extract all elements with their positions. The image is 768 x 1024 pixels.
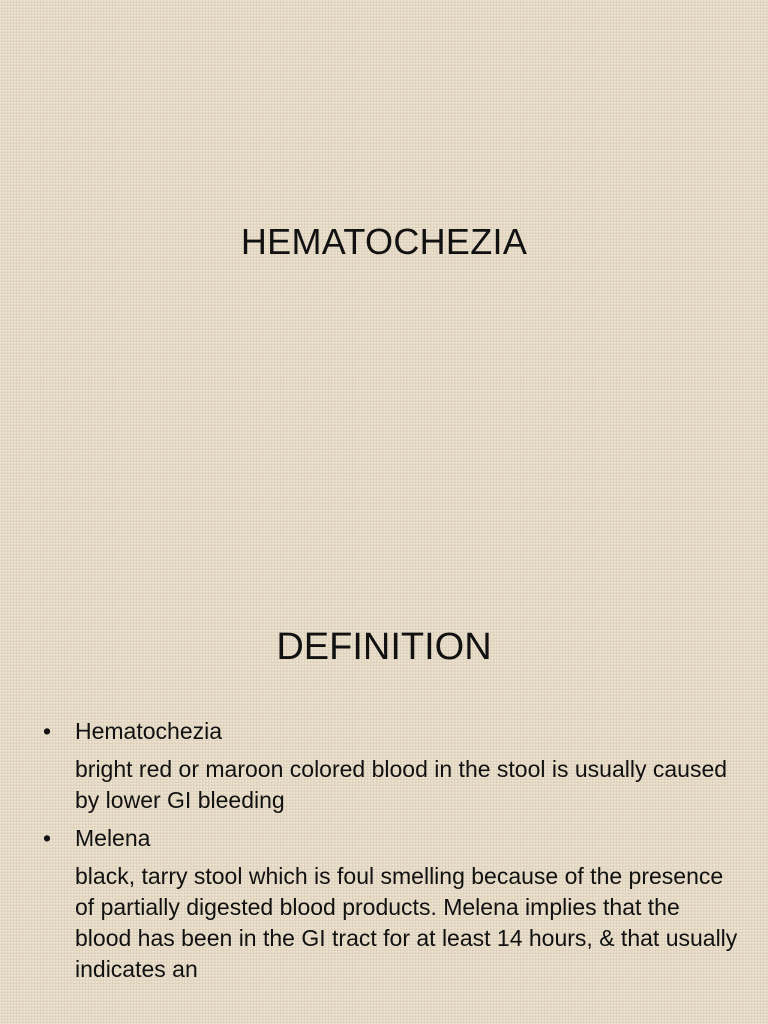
bullet-term: Hematochezia <box>75 718 223 744</box>
list-item <box>40 823 740 985</box>
bullet-icon: • <box>43 718 52 744</box>
definition-slide <box>0 576 768 1024</box>
bullet-description: bright red or maroon colored blood in the stool is usually caused by lower GI bleeding <box>75 756 728 813</box>
list-item <box>40 716 740 816</box>
definition-list <box>40 716 740 992</box>
bullet-icon: • <box>43 825 52 851</box>
title-slide-heading: HEMATOCHEZIA <box>240 221 528 262</box>
bullet-term: Melena <box>75 825 151 851</box>
bullet-description: black, tarry stool which is foul smelling because of the presence of partially digested blood products. Melena implies that the blood has been in the GI tract for at least 14 hours, & that usually indicates an <box>75 863 738 982</box>
definition-slide-heading: DEFINITION <box>276 626 492 668</box>
